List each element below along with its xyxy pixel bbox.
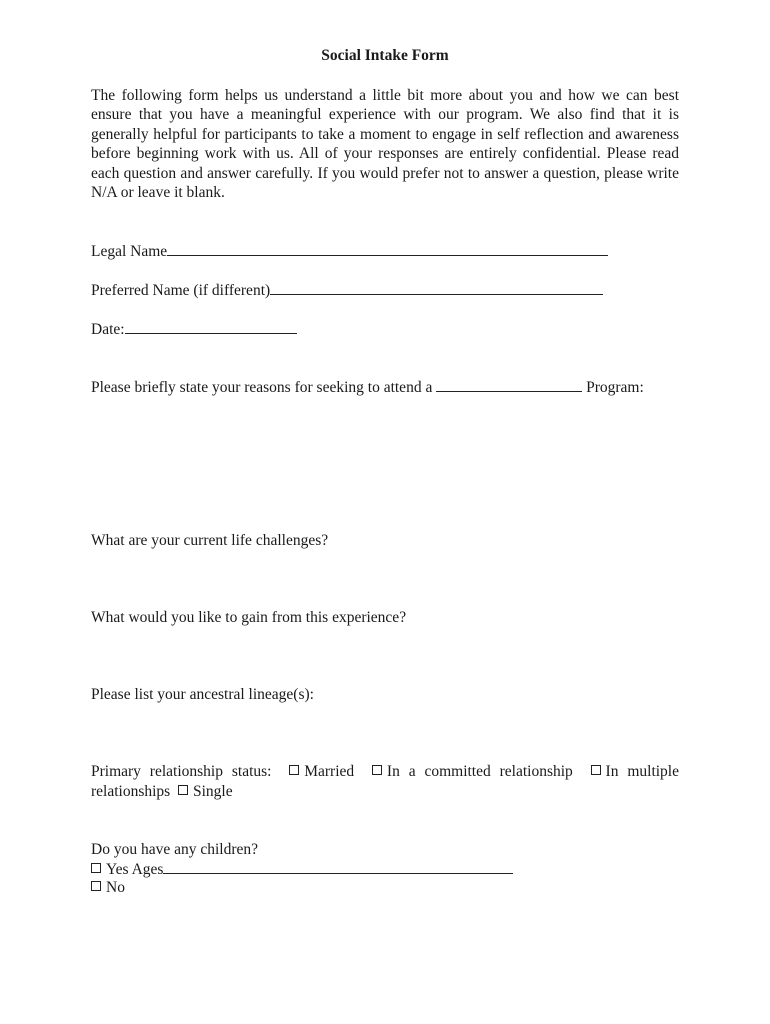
- date-label: Date:: [91, 321, 125, 338]
- no-label: No: [106, 879, 125, 896]
- ages-field[interactable]: [163, 859, 513, 874]
- yes-ages-label: Yes Ages: [106, 861, 164, 878]
- gain-question: What would you like to gain from this experience?: [91, 609, 407, 626]
- reasons-question-suffix: Program:: [586, 379, 644, 396]
- yes-checkbox[interactable]: [91, 863, 101, 873]
- preferred-name-label: Preferred Name (if different): [91, 282, 271, 299]
- single-checkbox[interactable]: [178, 785, 188, 795]
- multiple-option-label: In multiple relationships: [91, 763, 679, 800]
- children-question: Do you have any children?: [91, 841, 258, 858]
- committed-option-label: In a committed relationship: [386, 763, 573, 780]
- lineage-question: Please list your ancestral lineage(s):: [91, 686, 314, 703]
- program-name-field[interactable]: [436, 377, 582, 392]
- intro-paragraph: The following form helps us understand a little bit more about you and how we can best ensure that you have a meaningful experience with our program. We also find that it is generally helpful for participants to take a moment to engage in self reflection and awareness before beginning work with us. All of your responses are entirely confidential. Please read each question and answer carefully. If you would prefer not to answer a question, please write N/A or leave it blank.: [91, 87, 679, 202]
- form-title: Social Intake Form: [321, 47, 449, 64]
- legal-name-field[interactable]: [167, 241, 608, 256]
- reasons-question: [91, 377, 644, 397]
- married-option-label: Married: [304, 763, 355, 780]
- relationship-status: [91, 762, 679, 801]
- married-checkbox[interactable]: [289, 765, 299, 775]
- challenges-question: What are your current life challenges?: [91, 532, 329, 549]
- reasons-question-text: Please briefly state your reasons for seeking to attend a: [91, 379, 433, 396]
- preferred-name-field[interactable]: [270, 280, 603, 295]
- committed-checkbox[interactable]: [372, 765, 382, 775]
- children-yes-row: [91, 859, 513, 879]
- date-field[interactable]: [125, 319, 297, 334]
- single-option-label: Single: [192, 782, 233, 800]
- multiple-checkbox[interactable]: [591, 765, 601, 775]
- date-row: [91, 319, 297, 339]
- preferred-name-row: [91, 280, 603, 300]
- relationship-label: Primary relationship status:: [91, 763, 272, 780]
- no-checkbox[interactable]: [91, 881, 101, 891]
- children-no-row: [91, 878, 125, 897]
- legal-name-label: Legal Name: [91, 243, 168, 260]
- legal-name-row: [91, 241, 608, 261]
